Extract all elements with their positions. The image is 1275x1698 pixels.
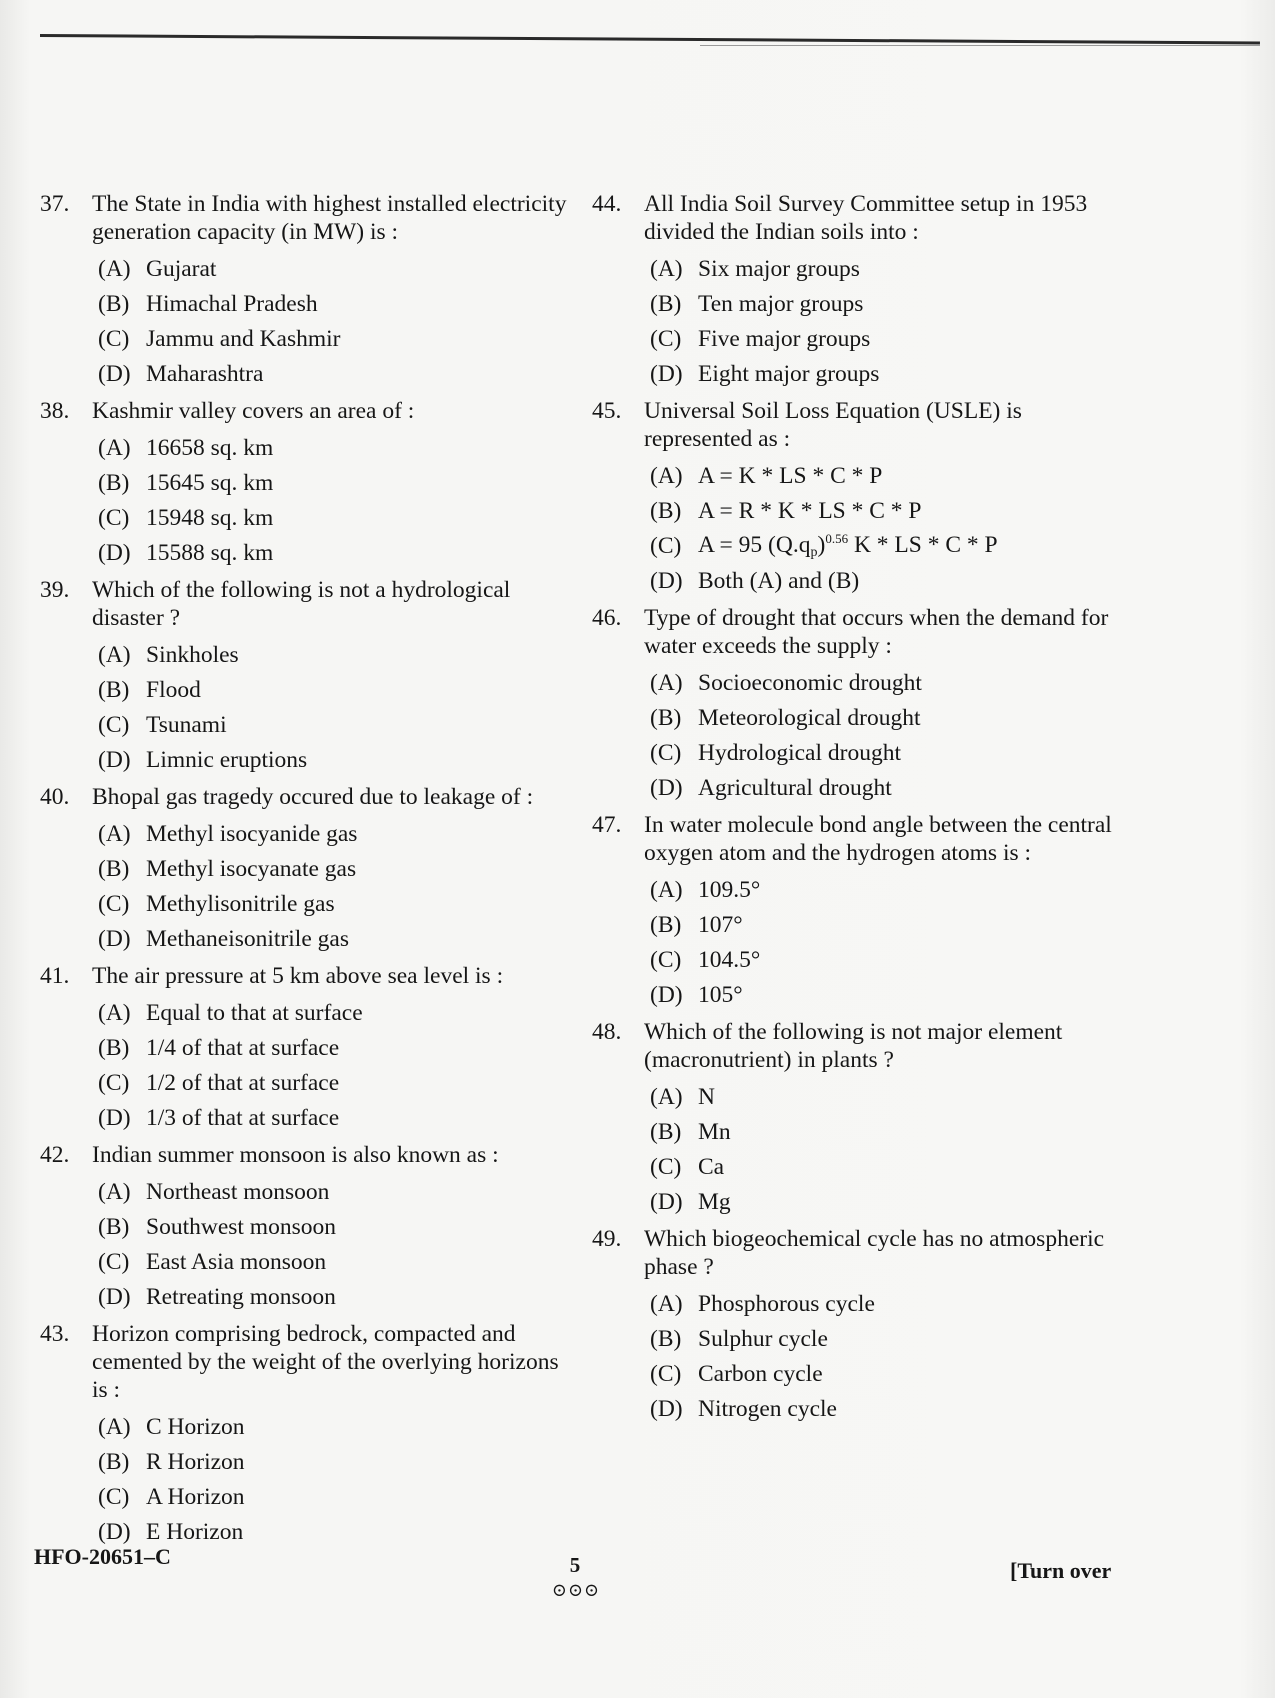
option-label: (D)	[98, 925, 131, 952]
option-label: (A)	[98, 1178, 131, 1205]
option-label: (A)	[98, 999, 131, 1026]
question-number: 48.	[592, 1019, 622, 1045]
option-label: (B)	[98, 676, 130, 703]
option-text: Himachal Pradesh	[146, 290, 318, 317]
option-label: (D)	[98, 1283, 131, 1310]
option-text: 15948 sq. km	[146, 504, 274, 531]
option	[98, 1174, 580, 1209]
option-label: (A)	[650, 255, 683, 282]
option-label: (D)	[650, 1395, 683, 1422]
question-number: 37.	[40, 191, 70, 217]
left-column	[40, 190, 580, 1555]
question	[40, 576, 580, 777]
option-label: (B)	[98, 469, 130, 496]
question-number: 38.	[40, 398, 70, 424]
option-text: Maharashtra	[146, 360, 264, 387]
option	[98, 1244, 580, 1279]
option	[98, 921, 580, 956]
question-text: Which of the following is not a hydrological disaster ?	[92, 577, 511, 631]
option-label: (B)	[98, 290, 130, 317]
option-text: Mn	[698, 1118, 731, 1145]
option	[98, 430, 580, 465]
option-text: Carbon cycle	[698, 1360, 823, 1387]
option-list	[650, 251, 1130, 391]
option	[650, 356, 1130, 391]
question-text: In water molecule bond angle between the central oxygen atom and the hydrogen atoms is :	[644, 812, 1112, 866]
option-text: R Horizon	[146, 1448, 245, 1475]
question	[40, 1141, 580, 1314]
question-text: Which of the following is not major element (macronutrient) in plants ?	[644, 1019, 1063, 1073]
paper-code: HFO-20651–C	[34, 1544, 171, 1569]
question-text: All India Soil Survey Committee setup in 1953 divided the Indian soils into :	[644, 191, 1088, 245]
option	[650, 458, 1130, 493]
question-text: Universal Soil Loss Equation (USLE) is represented as :	[644, 398, 1022, 452]
option	[650, 251, 1130, 286]
question	[40, 783, 580, 956]
question-text: Which biogeochemical cycle has no atmospheric phase ?	[644, 1226, 1105, 1280]
option-text: Socioeconomic drought	[698, 669, 922, 696]
question	[40, 397, 580, 570]
option-text: 104.5°	[698, 946, 761, 973]
option	[650, 700, 1130, 735]
option	[650, 563, 1130, 598]
option	[98, 637, 580, 672]
option	[650, 735, 1130, 770]
option-text	[698, 525, 998, 567]
option-label: (C)	[98, 1069, 130, 1096]
option-text: A = K * LS * C * P	[698, 462, 883, 489]
option-text: 16658 sq. km	[146, 434, 274, 461]
option-label: (C)	[98, 1483, 130, 1510]
option-text: 1/3 of that at surface	[146, 1104, 340, 1131]
option-text: 109.5°	[698, 876, 761, 903]
top-rule-thin	[700, 45, 1260, 46]
option-label: (D)	[650, 567, 683, 594]
option-label: (C)	[650, 532, 682, 559]
option	[650, 977, 1130, 1012]
option-label: (D)	[98, 1104, 131, 1131]
option-text: 15588 sq. km	[146, 539, 274, 566]
option-text: Jammu and Kashmir	[146, 325, 341, 352]
option-text: 1/2 of that at surface	[146, 1069, 340, 1096]
option-text: 15645 sq. km	[146, 469, 274, 496]
option-label: (B)	[650, 497, 682, 524]
question	[592, 811, 1130, 1012]
formula-sup: 0.56	[825, 530, 849, 546]
option	[98, 251, 580, 286]
option-label: (C)	[98, 711, 130, 738]
option-text: Mg	[698, 1188, 731, 1215]
option	[98, 1444, 580, 1479]
option	[98, 356, 580, 391]
option	[650, 1079, 1130, 1114]
option-text: Limnic eruptions	[146, 746, 308, 773]
option-label: (B)	[650, 704, 682, 731]
option-label: (B)	[98, 1448, 130, 1475]
option-label: (D)	[98, 1518, 131, 1545]
option-list	[98, 1174, 580, 1314]
option-text: Agricultural drought	[698, 774, 892, 801]
option	[650, 321, 1130, 356]
option-text: 105°	[698, 981, 743, 1008]
question-text: Type of drought that occurs when the demand for water exceeds the supply :	[644, 605, 1109, 659]
option	[650, 1356, 1130, 1391]
option-text: E Horizon	[146, 1518, 244, 1545]
option-label: (A)	[650, 876, 683, 903]
option-label: (B)	[650, 290, 682, 317]
option-label: (A)	[650, 669, 683, 696]
option-text: Sulphur cycle	[698, 1325, 828, 1352]
question-text: The State in India with highest installed electricity generation capacity (in MW) is :	[92, 191, 567, 245]
turn-over: [Turn over	[1010, 1558, 1112, 1583]
question-number: 43.	[40, 1321, 70, 1347]
option	[98, 465, 580, 500]
option-label: (B)	[650, 1118, 682, 1145]
option-label: (C)	[98, 504, 130, 531]
option-text: Nitrogen cycle	[698, 1395, 837, 1422]
option-label: (C)	[98, 890, 130, 917]
question-text: Kashmir valley covers an area of :	[92, 398, 415, 424]
option-list	[650, 665, 1130, 805]
option-list	[98, 816, 580, 956]
option-text: East Asia monsoon	[146, 1248, 327, 1275]
page-number: 5	[569, 1553, 581, 1577]
question	[592, 1225, 1130, 1426]
option-text: A = R * K * LS * C * P	[698, 497, 922, 524]
option-label: (A)	[650, 1290, 683, 1317]
question-number: 46.	[592, 605, 622, 631]
option	[98, 321, 580, 356]
formula-pre: A = 95 (Q.q	[698, 531, 811, 558]
option-label: (D)	[98, 746, 131, 773]
top-rule	[40, 34, 1260, 44]
option-label: (A)	[650, 462, 683, 489]
formula-post: K * LS * C * P	[848, 531, 998, 558]
option	[650, 1149, 1130, 1184]
option	[650, 528, 1130, 563]
question-number: 44.	[592, 191, 622, 217]
option-list	[650, 872, 1130, 1012]
formula-mid: )	[817, 531, 826, 558]
formula-sub: p	[810, 544, 818, 560]
question	[40, 962, 580, 1135]
question-text: Indian summer monsoon is also known as :	[92, 1142, 499, 1168]
option-label: (B)	[98, 855, 130, 882]
right-column	[592, 190, 1130, 1432]
question-text: The air pressure at 5 km above sea level is :	[92, 963, 504, 989]
option	[98, 816, 580, 851]
option	[650, 907, 1130, 942]
question-number: 39.	[40, 577, 70, 603]
option	[98, 672, 580, 707]
option-list	[98, 430, 580, 570]
option-text: Five major groups	[698, 325, 871, 352]
option-label: (C)	[98, 1248, 130, 1275]
option-list	[98, 637, 580, 777]
option-label: (C)	[650, 325, 682, 352]
question	[592, 190, 1130, 391]
option-label: (A)	[98, 434, 131, 461]
option	[650, 872, 1130, 907]
option-text: Gujarat	[146, 255, 217, 282]
question-number: 42.	[40, 1142, 70, 1168]
option	[98, 742, 580, 777]
option-text: Southwest monsoon	[146, 1213, 336, 1240]
option-text: Retreating monsoon	[146, 1283, 336, 1310]
option	[98, 500, 580, 535]
option-text: Phosphorous cycle	[698, 1290, 875, 1317]
option-label: (A)	[98, 641, 131, 668]
question-number: 41.	[40, 963, 70, 989]
option	[650, 1391, 1130, 1426]
question-number: 49.	[592, 1226, 622, 1252]
option-label: (C)	[650, 946, 682, 973]
option	[98, 1065, 580, 1100]
option-text: N	[698, 1083, 715, 1110]
option	[98, 707, 580, 742]
option-text: Methyl isocyanate gas	[146, 855, 357, 882]
option-text: Methyl isocyanide gas	[146, 820, 358, 847]
option-list	[650, 1286, 1130, 1426]
question-text: Bhopal gas tragedy occured due to leakage of :	[92, 784, 534, 810]
option-text: Six major groups	[698, 255, 860, 282]
option-text: 107°	[698, 911, 743, 938]
option	[98, 1279, 580, 1314]
option	[650, 1321, 1130, 1356]
option	[650, 1114, 1130, 1149]
option-text: Tsunami	[146, 711, 227, 738]
option-label: (A)	[98, 820, 131, 847]
option-label: (D)	[650, 360, 683, 387]
option-label: (D)	[650, 774, 683, 801]
option-list	[98, 251, 580, 391]
option-text: Flood	[146, 676, 201, 703]
option-label: (C)	[650, 1153, 682, 1180]
option-label: (D)	[98, 360, 131, 387]
option-label: (C)	[98, 325, 130, 352]
option-text: C Horizon	[146, 1413, 245, 1440]
question	[592, 604, 1130, 805]
option	[650, 770, 1130, 805]
option-list	[98, 1409, 580, 1549]
option-text: Hydrological drought	[698, 739, 901, 766]
option-label: (A)	[650, 1083, 683, 1110]
option	[650, 1286, 1130, 1321]
question	[40, 190, 580, 391]
option	[650, 493, 1130, 528]
option-label: (C)	[650, 739, 682, 766]
option-text: Ca	[698, 1153, 725, 1180]
option-label: (C)	[650, 1360, 682, 1387]
option-label: (B)	[650, 911, 682, 938]
option-text: Methaneisonitrile gas	[146, 925, 349, 952]
option-label: (A)	[98, 255, 131, 282]
option	[98, 851, 580, 886]
option-list	[98, 995, 580, 1135]
option-label: (B)	[98, 1034, 130, 1061]
option-text: 1/4 of that at surface	[146, 1034, 340, 1061]
option-text: Eight major groups	[698, 360, 880, 387]
option	[650, 942, 1130, 977]
question	[40, 1320, 580, 1549]
option-text: Sinkholes	[146, 641, 239, 668]
option	[98, 286, 580, 321]
question	[592, 1018, 1130, 1219]
option-label: (D)	[650, 981, 683, 1008]
option-text: Ten major groups	[698, 290, 864, 317]
question-number: 45.	[592, 398, 622, 424]
option-list	[650, 1079, 1130, 1219]
option-text: Equal to that at surface	[146, 999, 363, 1026]
question	[592, 397, 1130, 598]
option-label: (D)	[650, 1188, 683, 1215]
option	[98, 1209, 580, 1244]
option-text: Methylisonitrile gas	[146, 890, 335, 917]
option	[98, 535, 580, 570]
option-list	[650, 458, 1130, 598]
option	[650, 286, 1130, 321]
question-number: 47.	[592, 812, 622, 838]
option	[98, 1409, 580, 1444]
option	[650, 665, 1130, 700]
option-text: Northeast monsoon	[146, 1178, 330, 1205]
option-text: A Horizon	[146, 1483, 245, 1510]
option	[98, 1479, 580, 1514]
page-mark: ⊙⊙⊙	[551, 1580, 601, 1600]
option	[98, 1030, 580, 1065]
option	[98, 995, 580, 1030]
option-label: (B)	[650, 1325, 682, 1352]
option	[98, 886, 580, 921]
option-text: Meteorological drought	[698, 704, 921, 731]
option-text: Both (A) and (B)	[698, 567, 860, 594]
question-text: Horizon comprising bedrock, compacted and cemented by the weight of the overlying horizons is :	[92, 1321, 559, 1403]
option	[98, 1100, 580, 1135]
question-number: 40.	[40, 784, 70, 810]
option-label: (A)	[98, 1413, 131, 1440]
option-label: (B)	[98, 1213, 130, 1240]
option	[650, 1184, 1130, 1219]
option-label: (D)	[98, 539, 131, 566]
